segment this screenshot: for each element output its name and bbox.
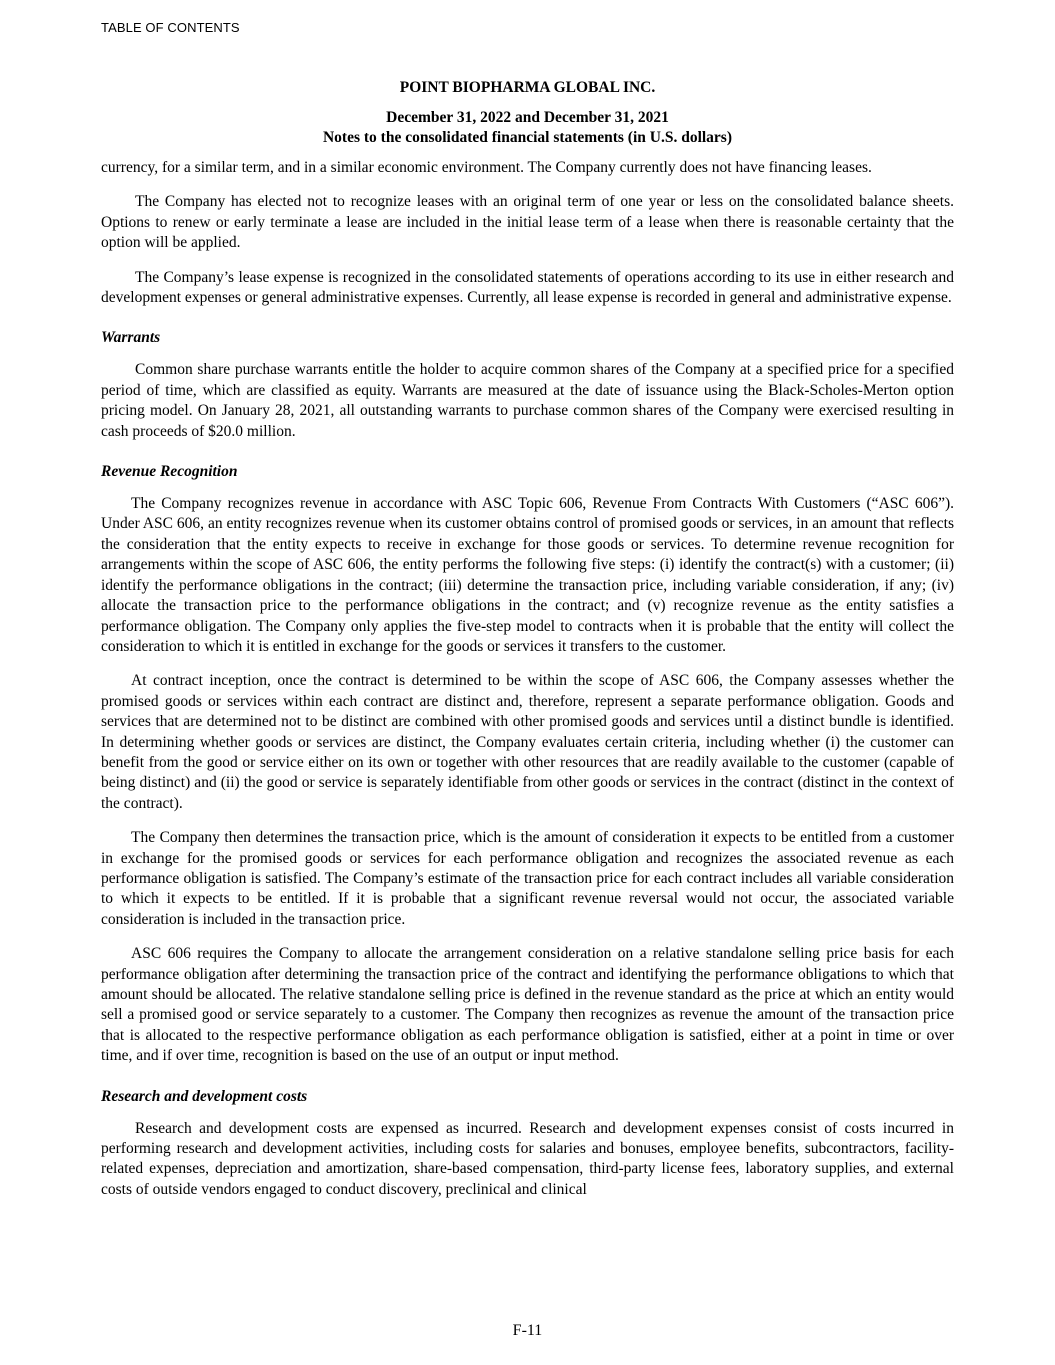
revenue-paragraph-1: The Company recognizes revenue in accordance with ASC Topic 606, Revenue From Contracts With Customers (“ASC 606”). Under ASC 606, an entity recognizes revenue when its customer obtains control of promised goods or services, in an amount that reflects the consideration that the entity expects to receive in exchange for those goods or services. To determine revenue recognition for arrangements within the scope of ASC 606, the entity performs the following five steps: (i) identify the contract(s) with a customer; (ii) identify the performance obligations in the contract; (iii) determine the transaction price, including variable consideration, if any; (iv) allocate the transaction price to the performance obligations in the contract; and (v) recognize revenue as the entity satisfies a performance obligation. The Company only applies the five-step model to contracts when it is probable that the entity will collect the consideration to which it is entitled in exchange for the goods or services it transfers to the customer. [101, 495, 954, 655]
research-development-heading: Research and development costs [101, 1087, 308, 1105]
statement-header [101, 108, 954, 148]
statement-subtitle: Notes to the consolidated financial statements (in U.S. dollars) [322, 129, 733, 146]
leases-paragraph-1: currency, for a similar term, and in a similar economic environment. The Company currently does not have financing leases. [101, 159, 872, 176]
research-development-paragraph: Research and development costs are expensed as incurred. Research and development expenses consist of costs incurred in performing research and development activities, including costs for salaries and bonuses, employee benefits, subcontractors, facility-related expenses, depreciation and amortization, share-based compensation, third-party license fees, laboratory supplies, and external costs of outside vendors engaged to conduct discovery, preclinical and clinical [101, 1119, 954, 1198]
revenue-recognition-heading: Revenue Recognition [101, 463, 238, 481]
leases-paragraph-3: The Company’s lease expense is recognized in the consolidated statements of operations according to its use in either research and development expenses or general administrative expenses. Currently, all lease expense is recorded in general and administrative expense. [101, 268, 954, 307]
statement-dates: December 31, 2022 and December 31, 2021 [386, 109, 669, 126]
warrants-paragraph: Common share purchase warrants entitle the holder to acquire common shares of the Company at a specified price for a specified period of time, which are classified as equity. Warrants are measured at the date of issuance using the Black-Scholes-Merton option pricing model. On January 28, 2021, all outstanding warrants to purchase common shares of the Company were exercised resulting in cash proceeds of $20.0 million. [101, 361, 954, 440]
revenue-paragraph-2: At contract inception, once the contract is determined to be within the scope of ASC 606, the Company assesses whether the promised goods or services within each contract are distinct and, therefore, represent a separate performance obligation. Goods and services that are determined not to be distinct are combined with other promised goods and services until a distinct bundle is identified. In determining whether goods or services are distinct, the Company evaluates certain criteria, including whether (i) the customer can benefit from the good or service either on its own or together with other resources that are readily available to the customer (capable of being distinct) and (ii) the good or service is separately identifiable from other goods or services in the contract (distinct in the context of the contract). [101, 672, 954, 812]
revenue-paragraph-3: The Company then determines the transaction price, which is the amount of consideration it expects to be entitled from a customer in exchange for the promised goods or services for each performance obligation and recognizes the associated revenue as each performance obligation is satisfied. The Company’s estimate of the transaction price for each contract includes all variable consideration to which it expects to be entitled. If it is probable that a significant revenue reversal would not occur, the associated variable consideration is included in the transaction price. [101, 829, 954, 928]
page-number: F-11 [512, 1322, 543, 1339]
revenue-paragraph-4: ASC 606 requires the Company to allocate the arrangement consideration on a relative standalone selling price basis for each performance obligation after determining the transaction price of the contract and identifying the performance obligations to which that amount should be allocated. The relative standalone selling price is defined in the revenue standard as the price at which an entity would sell a promised good or service separately to a customer. The Company then recognizes as revenue the amount of the transaction price that is allocated to the respective performance obligation as each performance obligation is satisfied, either at a point in time or over time, and if over time, recognition is based on the use of an output or input method. [101, 945, 954, 1065]
leases-paragraph-2: The Company has elected not to recognize leases with an original term of one year or less on the consolidated balance sheets. Options to renew or early terminate a lease are included in the initial lease term of a lease when there is reasonable certainty that the option will be applied. [101, 193, 954, 252]
company-name: POINT BIOPHARMA GLOBAL INC. [399, 79, 656, 96]
warrants-heading: Warrants [101, 329, 161, 347]
document-page [101, 78, 954, 1214]
table-of-contents-link[interactable]: TABLE OF CONTENTS [101, 20, 240, 35]
